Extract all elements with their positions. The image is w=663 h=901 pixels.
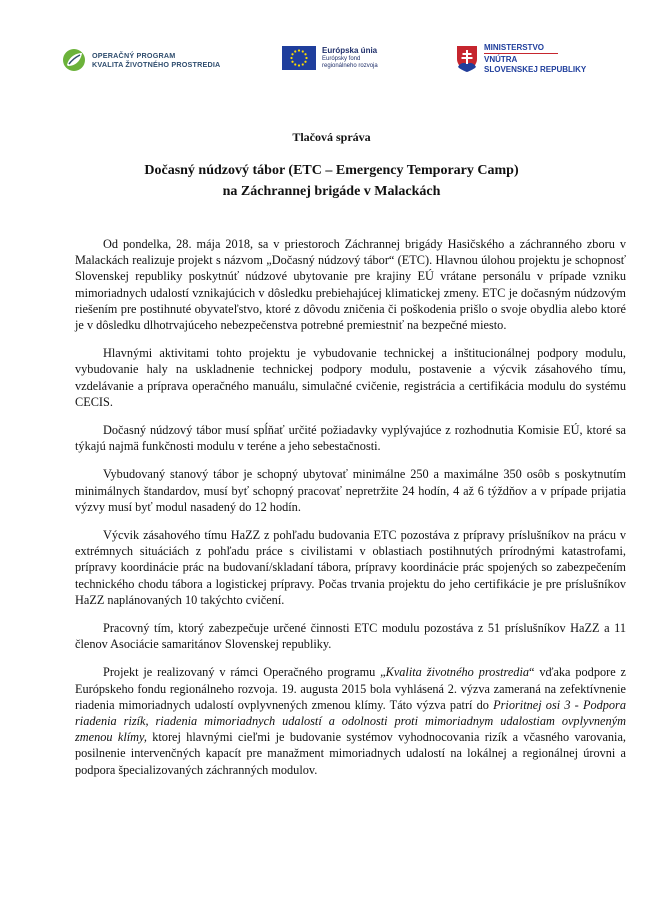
priority-axis-name: Prioritnej osi 3 - Podpora riadenia rizík, riadenia mimoriadnych udalostí a odolnosti proti mimoriadnym udalostiam ovplyvneným zmenou klímy,	[75, 697, 626, 745]
ministry-logo-line3: SLOVENSKEJ REPUBLIKY	[484, 65, 587, 74]
ministry-logo-line2: VNÚTRA	[484, 55, 518, 64]
paragraph-5: Výcvik zásahového tímu HaZZ z pohľadu budovania ETC pozostáva z prípravy príslušníkov na prácu v extrémnych situáciách z pohľadu práce s civilistami v oblastiach postihnutých prírodnými katastrofami, prípravy koordinácie prác na budovaní/skladaní tábora, prípravy koordinácie prác spojených so zabezpečením technického chodu tábora a logistickej prípravy. Počas trvania projektu do jeho certifikácie je pre príslušníkov HaZZ naplánovaných 10 takýchto cvičení.	[75, 528, 626, 607]
paragraph-4: Vybudovaný stanový tábor je schopný ubytovať minimálne 250 a maximálne 350 osôb s poskytnutím minimálnych štandardov, musí byť schopný pracovať nepretržite 24 hodín, 4 až 6 týždňov a v prípade prijatia výzvy musí byť modul nasadený do 12 hodín.	[75, 467, 626, 514]
eu-flag-icon	[282, 46, 316, 70]
page-header	[0, 40, 663, 90]
slovak-coat-of-arms-icon	[456, 45, 478, 73]
eu-logo-title: Európska únia	[322, 46, 378, 55]
paragraph-1: Od pondelka, 28. mája 2018, sa v priestoroch Záchrannej brigády Hasičského a záchranného zboru v Malackách realizuje projekt s názvom „Dočasný núdzový tábor“ (ETC). Hlavnou úlohou projektu je schopnosť Slovenskej republiky poskytnúť núdzové ubytovanie pre krajiny EÚ vrátane personálu v prípade vzniku mimoriadnych udalostí vznikajúcich v dôsledku prebiehajúcej klimatickej zmeny. ETC je dočasným núdzovým riešením pre postihnuté obyvateľstvo, ktoré z dôvodu zničenia či poškodenia prišlo o svoje obydlia alebo ktoré je v dôsledku dlhotrvajúceho nebezpečenstva potrebné premiestniť na bezpečné miesto.	[75, 237, 626, 333]
paragraph-7-part-a: Projekt je realizovaný v rámci Operačného programu „	[103, 665, 386, 680]
ministry-logo	[456, 43, 586, 75]
document-title-block	[40, 130, 623, 202]
eu-logo-line1: Európsky fond	[322, 56, 361, 62]
program-name: Kvalita životného prostredia	[385, 665, 530, 680]
paragraph-7	[75, 664, 626, 777]
eu-erdf-logo	[282, 46, 378, 70]
paragraph-7-part-b: “ vďaka podpore z Európskeho fondu regionálneho rozvoja. 19. augusta 2015 bola vyhlásená 2. výzva zameraná na zefektívnenie riadenia mimoriadnych udalostí ovplyvnených zmenou klímy. Táto výzva patrí do	[75, 665, 627, 712]
op-logo-line1: OPERAČNÝ PROGRAM	[92, 51, 176, 60]
op-kzp-logo	[62, 48, 220, 72]
document-title-line1: Dočasný núdzový tábor (ETC – Emergency Temporary Camp)	[144, 163, 519, 178]
ministry-logo-line1: MINISTERSTVO	[484, 43, 545, 52]
leaf-globe-icon	[62, 48, 86, 72]
paragraph-6: Pracovný tím, ktorý zabezpečuje určené činnosti ETC modulu pozostáva z 51 príslušníkov HaZZ a 11 členov Asociácie samaritánov Slovenskej republiky.	[75, 621, 626, 652]
paragraph-7-part-c: ktorej hlavnými cieľmi je budovanie systémov vyhodnocovania rizík a včasného varovania, posilnenie intervenčných kapacít pre manažment mimoriadnych udalostí na lokálnej a regionálnej úrovni a podpora špecializovaných záchranných modulov.	[75, 730, 626, 777]
document-title-line2: na Záchrannej brigáde v Malackách	[222, 184, 441, 199]
paragraph-3: Dočasný núdzový tábor musí spĺňať určité požiadavky vyplývajúce z rozhodnutia Komisie EÚ, ktoré sa týkajú najmä funkčnosti modulu v teréne a jeho sebestačnosti.	[75, 423, 626, 454]
document-type: Tlačová správa	[292, 130, 371, 144]
document-body	[75, 236, 626, 790]
eu-logo-line2: regionálneho rozvoja	[322, 63, 378, 69]
paragraph-2: Hlavnými aktivitami tohto projektu je vybudovanie technickej a inštitucionálnej podpory modulu, vybudovanie haly na uskladnenie technickej podpory modulu, postavenie a výcvik zásahového tímu, vzdelávanie a príprava operačného manuálu, simulačné cvičenie, registrácia a certifikácia modulu do systému CECIS.	[75, 346, 626, 409]
op-logo-line2: KVALITA ŽIVOTNÉHO PROSTREDIA	[92, 60, 221, 69]
